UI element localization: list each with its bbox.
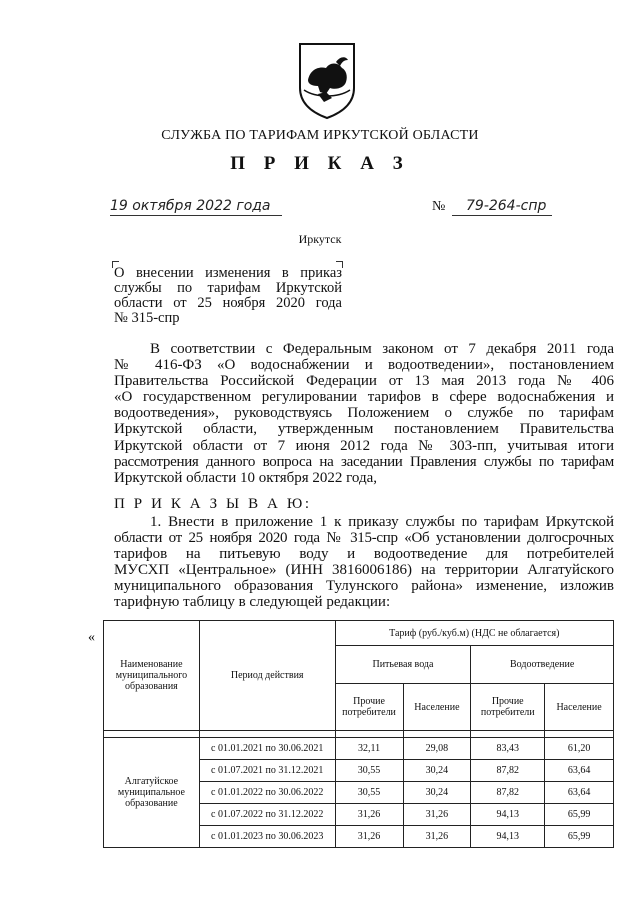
- preamble-paragraph: [114, 341, 614, 486]
- sewage-population-cell: 63,64: [545, 760, 614, 782]
- item-line: тарифов на питьевую воду и водоотведение для потребителей: [114, 546, 614, 563]
- date-field: [110, 197, 282, 216]
- preamble-line: № 416-ФЗ «О водоснабжении и водоотведении», постановлением: [114, 357, 614, 374]
- subject-line: области от 25 ноября 2020 года: [114, 295, 342, 311]
- water-other-cell: 31,26: [335, 826, 403, 848]
- table-spacer-row: [104, 731, 614, 738]
- water-population-cell: 30,24: [403, 782, 471, 804]
- subject-line: службы по тарифам Иркутской: [114, 280, 342, 296]
- handwritten-date: 19 октября 2022 года: [110, 198, 271, 214]
- item-line: муниципального образования Тулунского района» изменение, изложив: [114, 578, 614, 595]
- period-cell: с 01.07.2021 по 31.12.2021: [199, 760, 335, 782]
- preamble-line: Иркутской области, утвержденным постановлением Правительства: [114, 421, 614, 438]
- preamble-line: водоотведения», руководствуясь Положением о службе по тарифам: [114, 405, 614, 422]
- water-other-cell: 32,11: [335, 738, 403, 760]
- sewage-other-cell: 83,43: [471, 738, 545, 760]
- number-label: №: [432, 199, 446, 214]
- water-other-cell: 31,26: [335, 804, 403, 826]
- sewage-other-cell: 94,13: [471, 804, 545, 826]
- subject-block: [114, 266, 342, 326]
- water-other-cell: 30,55: [335, 760, 403, 782]
- spacer-cell: [104, 731, 200, 738]
- spacer-cell: [199, 731, 335, 738]
- preamble-line: Правительства Российской Федерации от 13 мая 2013 года № 406: [114, 373, 614, 390]
- item-line: области от 25 ноября 2020 года № 315-спр «Об установлении долгосрочных: [114, 530, 614, 547]
- item-line: 1. Внести в приложение 1 к приказу службы по тарифам Иркутской: [150, 514, 614, 530]
- agency-name: СЛУЖБА ПО ТАРИФАМ ИРКУТСКОЙ ОБЛАСТИ: [161, 128, 479, 143]
- city: Иркутск: [298, 232, 342, 246]
- header-tariff: Тариф (руб./куб.м) (НДС не облагается): [335, 621, 613, 646]
- water-population-cell: 31,26: [403, 804, 471, 826]
- spacer-cell: [545, 731, 614, 738]
- number-field: [452, 197, 552, 216]
- open-quote: «: [88, 630, 95, 645]
- header-municipality: Наименование муниципального образования: [104, 621, 200, 731]
- sewage-population-cell: 61,20: [545, 738, 614, 760]
- sewage-population-cell: 65,99: [545, 804, 614, 826]
- header-sewage: Водоотведение: [471, 646, 614, 684]
- preamble-line: рассмотрения данного вопроса на заседании Правления службы по тарифам: [114, 453, 614, 470]
- preamble-line: Иркутской области 10 октября 2022 года,: [114, 469, 378, 486]
- header-water-population: Население: [403, 684, 471, 731]
- header-water-other: Прочие потребители: [335, 684, 403, 731]
- subject-line: № 315-спр: [114, 310, 180, 326]
- sewage-population-cell: 63,64: [545, 782, 614, 804]
- handwritten-number: 79-264-спр: [466, 198, 547, 214]
- preamble-line: Иркутской области от 7 июня 2012 года № 303-пп, учитывая итоги: [114, 437, 614, 454]
- item-1-paragraph: [114, 514, 614, 611]
- period-cell: с 01.01.2022 по 30.06.2022: [199, 782, 335, 804]
- sewage-other-cell: 94,13: [471, 826, 545, 848]
- sewage-other-cell: 87,82: [471, 782, 545, 804]
- header-sewage-other: Прочие потребители: [471, 684, 545, 731]
- order-word: П Р И К А З Ы В А Ю:: [114, 496, 312, 512]
- header-sewage-population: Население: [545, 684, 614, 731]
- period-cell: с 01.01.2021 по 30.06.2021: [199, 738, 335, 760]
- period-cell: с 01.01.2023 по 30.06.2023: [199, 826, 335, 848]
- header-water: Питьевая вода: [335, 646, 471, 684]
- municipality-cell: Алгатуйское муниципальное образование: [104, 738, 200, 848]
- water-other-cell: 30,55: [335, 782, 403, 804]
- table-row: [104, 738, 614, 760]
- table-header-row: [104, 621, 614, 646]
- preamble-line: «О государственном регулировании тарифов в сфере водоснабжения и: [114, 389, 614, 406]
- spacer-cell: [335, 731, 403, 738]
- sewage-population-cell: 65,99: [545, 826, 614, 848]
- document-type: П Р И К А З: [230, 153, 410, 174]
- item-line: МУСХП «Центральное» (ИНН 3816006186) на территории Алгатуйского: [114, 562, 614, 579]
- subject-line: О внесении изменения в приказ: [114, 265, 342, 281]
- spacer-cell: [403, 731, 471, 738]
- tariff-table: [103, 620, 614, 848]
- water-population-cell: 31,26: [403, 826, 471, 848]
- irkutsk-coat-of-arms-icon: [296, 40, 358, 120]
- sewage-other-cell: 87,82: [471, 760, 545, 782]
- spacer-cell: [471, 731, 545, 738]
- item-line: тарифную таблицу в следующей редакции:: [114, 594, 391, 611]
- water-population-cell: 30,24: [403, 760, 471, 782]
- water-population-cell: 29,08: [403, 738, 471, 760]
- period-cell: с 01.07.2022 по 31.12.2022: [199, 804, 335, 826]
- preamble-line: В соответствии с Федеральным законом от 7 декабря 2011 года: [150, 341, 614, 357]
- header-period: Период действия: [199, 621, 335, 731]
